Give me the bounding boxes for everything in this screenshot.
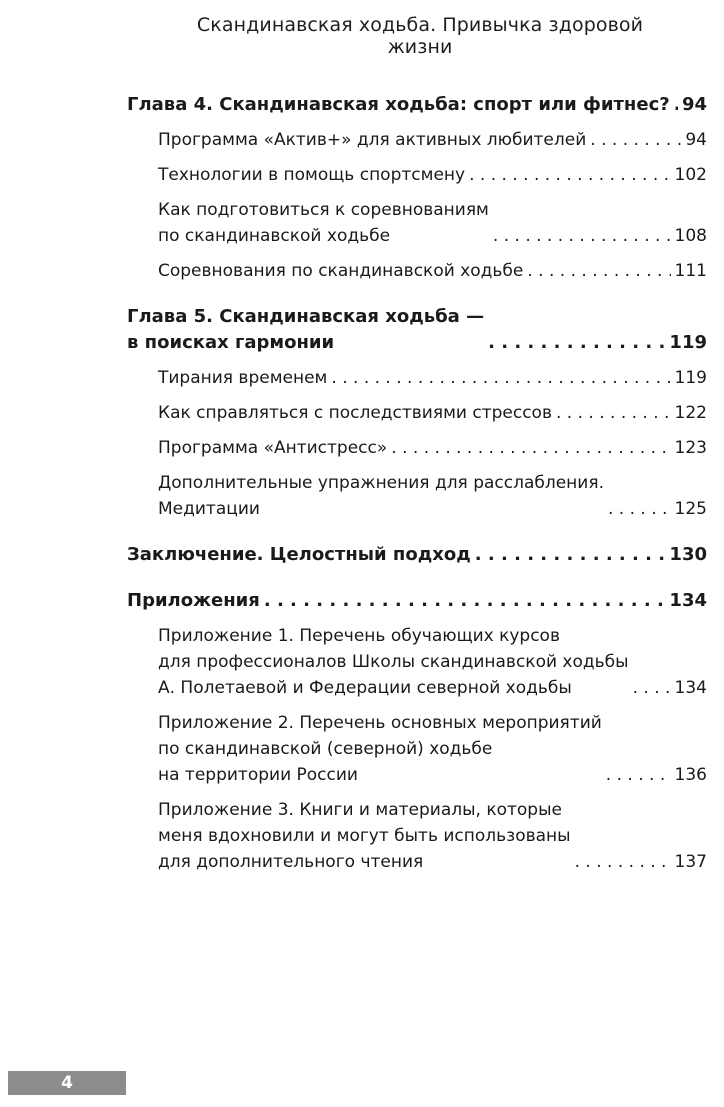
toc-chapter-5	[127, 304, 707, 356]
toc-entry-title: Дополнительные упражнения для расслабления. Медитации	[158, 473, 604, 519]
toc-entry-page: 108	[674, 226, 707, 246]
toc-section	[158, 470, 707, 522]
toc-entry-page: 119	[674, 368, 707, 388]
toc-entry-title: Как подготовиться к соревнованиям по скандинавской ходьбе	[158, 200, 489, 246]
toc-entry-title: Соревнования по скандинавской ходьбе	[158, 261, 524, 281]
toc-entry-page: 136	[674, 765, 707, 785]
toc-chapter-4	[127, 92, 707, 118]
toc-entry-page: 122	[674, 403, 707, 423]
leader-dots	[606, 762, 671, 788]
toc-section	[158, 435, 707, 461]
toc-conclusion	[127, 542, 707, 568]
toc-section	[158, 623, 707, 701]
leader-dots	[469, 162, 670, 188]
toc-entry-title: Приложение 1. Перечень обучающих курсов для профессионалов Школы скандинавской ходьбы А. Полетаевой и Федерации северной ходьбы	[158, 626, 629, 698]
toc-entry-title: Приложения	[127, 590, 260, 611]
leader-dots	[633, 675, 671, 701]
toc-section	[158, 162, 707, 188]
toc-section	[158, 127, 707, 153]
toc-entry-title: Приложение 2. Перечень основных мероприятий по скандинавской (северной) ходьбе на территории России	[158, 713, 602, 785]
toc-entry-page: 119	[669, 332, 707, 353]
toc-entry-title: Технологии в помощь спортсмену	[158, 165, 466, 185]
toc-entry-title: Как справляться с последствиями стрессов	[158, 403, 552, 423]
leader-dots	[264, 588, 666, 614]
toc-entry-title: Глава 4. Скандинавская ходьба: спорт или фитнес?	[127, 94, 670, 115]
table-of-contents	[127, 92, 707, 875]
page-number: 4	[8, 1071, 126, 1095]
toc-entry-page: 123	[674, 438, 707, 458]
leader-dots	[590, 127, 681, 153]
toc-entry-page: 125	[674, 499, 707, 519]
toc-entry-title: Глава 5. Скандинавская ходьба — в поисках гармонии	[127, 306, 485, 353]
running-head: Скандинавская ходьба. Привычка здоровой жизни	[196, 14, 644, 58]
toc-entry-title: Программа «Актив+» для активных любителей	[158, 130, 587, 150]
toc-entry-page: 102	[674, 165, 707, 185]
toc-section	[158, 400, 707, 426]
toc-entry-title: Заключение. Целостный подход	[127, 544, 471, 565]
leader-dots	[493, 223, 671, 249]
toc-entry-title: Тирания временем	[158, 368, 328, 388]
toc-section	[158, 197, 707, 249]
toc-section	[158, 365, 707, 391]
toc-appendices	[127, 588, 707, 614]
toc-section	[158, 710, 707, 788]
toc-entry-page: 111	[674, 261, 707, 281]
leader-dots	[331, 365, 670, 391]
leader-dots	[674, 92, 678, 118]
toc-entry-title: Программа «Антистресс»	[158, 438, 388, 458]
leader-dots	[556, 400, 671, 426]
toc-entry-page: 134	[674, 678, 707, 698]
toc-section	[158, 258, 707, 284]
toc-entry-page: 94	[685, 130, 707, 150]
leader-dots	[608, 496, 671, 522]
leader-dots	[488, 330, 665, 356]
toc-entry-page: 130	[669, 544, 707, 565]
leader-dots	[575, 849, 671, 875]
toc-entry-title: Приложение 3. Книги и материалы, которые меня вдохновили и могут быть использованы для дополнительного чтения	[158, 800, 571, 872]
toc-entry-page: 94	[681, 94, 707, 115]
toc-section	[158, 797, 707, 875]
toc-entry-page: 137	[674, 852, 707, 872]
toc-entry-page: 134	[669, 590, 707, 611]
leader-dots	[527, 258, 670, 284]
leader-dots	[475, 542, 666, 568]
leader-dots	[391, 435, 670, 461]
